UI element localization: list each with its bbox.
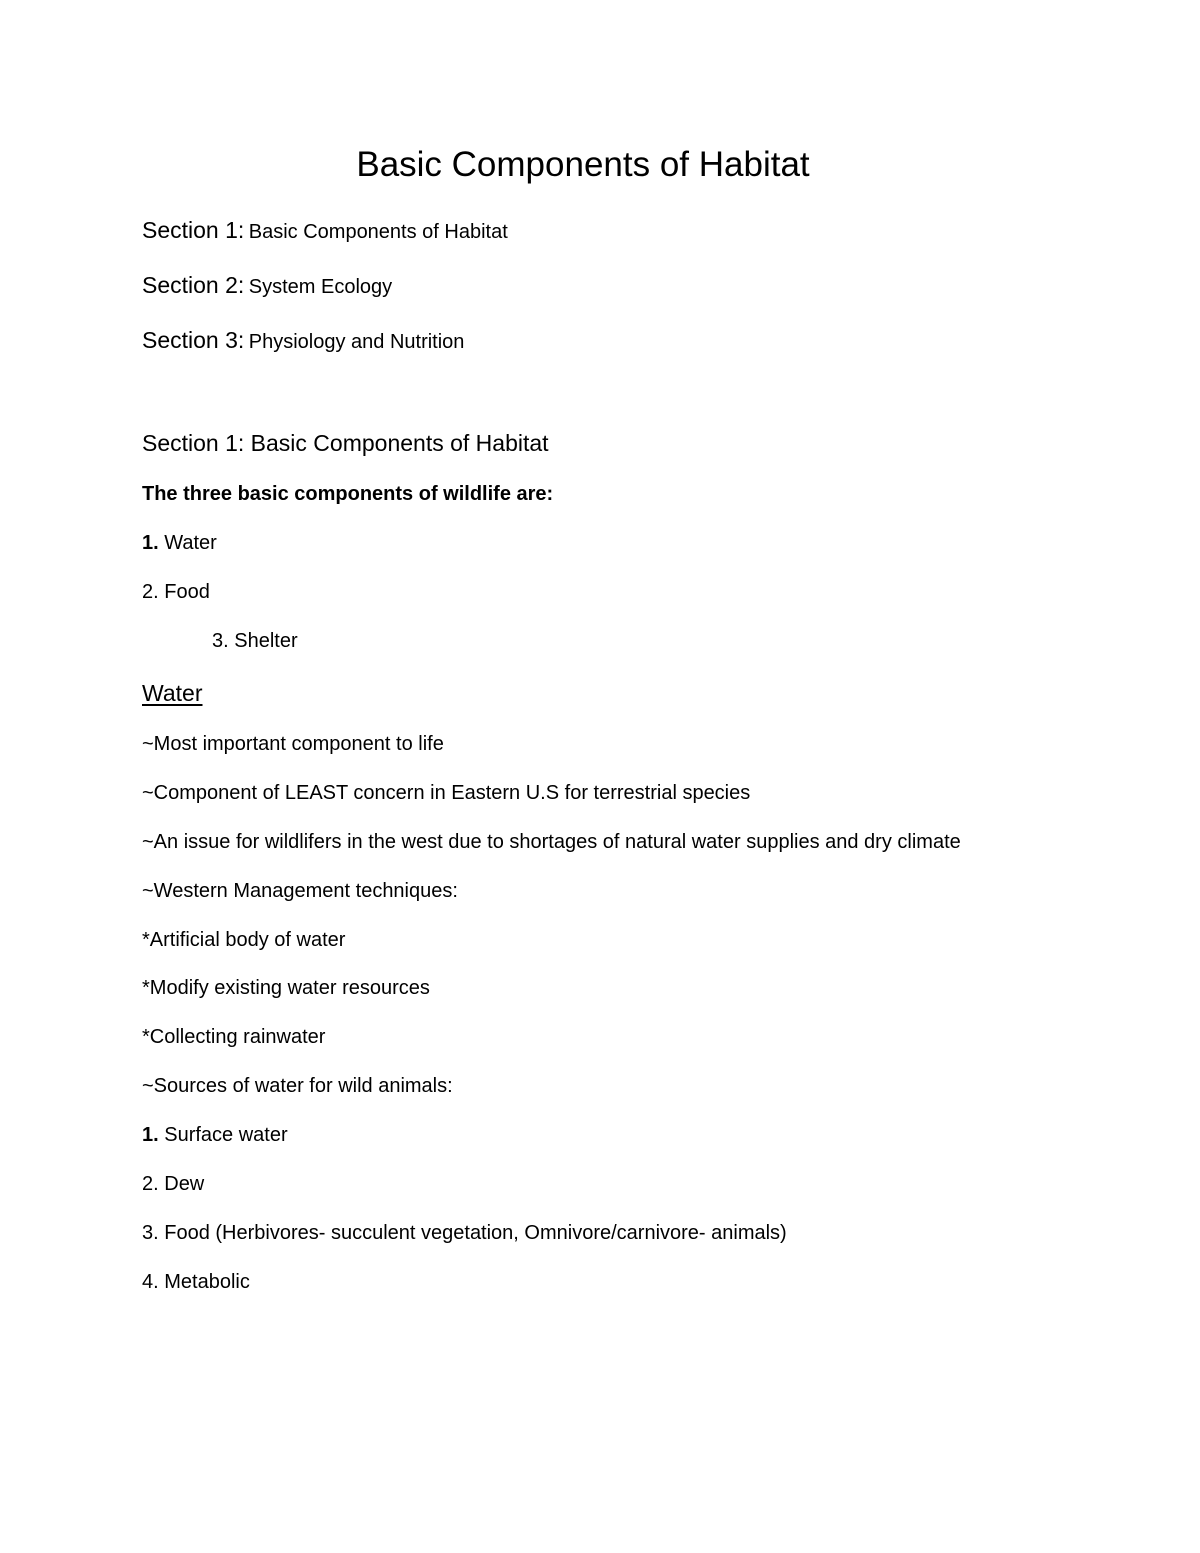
list-number: 2. (142, 1173, 159, 1195)
list-item (212, 628, 298, 654)
list-text: Surface water (158, 1124, 288, 1146)
water-line: *Modify existing water resources (142, 977, 430, 999)
water-line: *Artificial body of water (142, 929, 346, 951)
water-line: ~Most important component to life (142, 733, 444, 755)
list-number: 3. (212, 630, 229, 652)
list-item (142, 1171, 204, 1197)
water-line: ~Western Management techniques: (142, 880, 458, 902)
list-text: Food (Herbivores- succulent vegetation, Omnivore/carnivore- animals) (158, 1222, 787, 1244)
toc-text: Basic Components of Habitat (248, 221, 508, 243)
components-intro: The three basic components of wildlife are: (142, 483, 554, 505)
water-line: ~Sources of water for wild animals: (142, 1075, 453, 1097)
list-number: 1. (142, 532, 159, 554)
water-line: ~Component of LEAST concern in Eastern U.S for terrestrial species (142, 782, 751, 804)
toc-item-section-3 (142, 325, 464, 359)
list-number: 4. (142, 1271, 159, 1293)
toc-prefix: Section 2: (142, 272, 245, 298)
water-heading: Water (142, 680, 203, 706)
list-number: 2. (142, 581, 159, 603)
list-item (142, 1122, 288, 1148)
list-item (142, 530, 217, 556)
section-1-heading: Section 1: Basic Components of Habitat (142, 430, 549, 456)
page-title: Basic Components of Habitat (356, 145, 810, 184)
toc-prefix: Section 1: (142, 217, 245, 243)
list-text: Metabolic (158, 1271, 250, 1293)
list-number: 3. (142, 1222, 159, 1244)
toc-item-section-2 (142, 270, 392, 304)
list-number: 1. (142, 1124, 159, 1146)
toc-text: Physiology and Nutrition (248, 331, 465, 353)
toc-text: System Ecology (248, 276, 393, 298)
list-text: Dew (158, 1173, 205, 1195)
water-line: ~An issue for wildlifers in the west due to shortages of natural water supplies and dry climate (142, 831, 961, 853)
list-text: Food (158, 581, 210, 603)
list-item (142, 1220, 787, 1246)
list-item (142, 579, 210, 605)
water-line: *Collecting rainwater (142, 1026, 326, 1048)
list-text: Water (158, 532, 217, 554)
list-item (142, 1269, 250, 1295)
list-text: Shelter (228, 630, 298, 652)
toc-prefix: Section 3: (142, 327, 245, 353)
toc-item-section-1 (142, 215, 508, 249)
